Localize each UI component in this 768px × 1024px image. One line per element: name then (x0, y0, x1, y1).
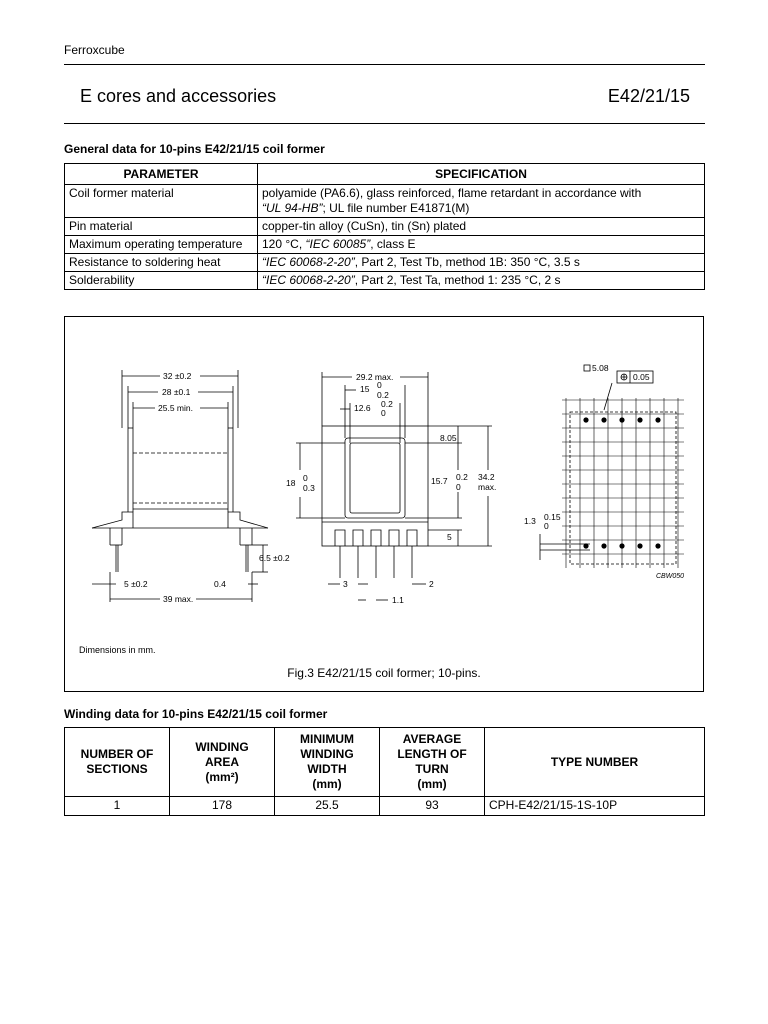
front-view (296, 372, 492, 600)
spec-text: , Part 2, Test Tb, method 1B: 350 °C, 3.5 s (354, 255, 580, 269)
param-cell: Resistance to soldering heat (65, 254, 258, 272)
col-width: MINIMUM WINDING WIDTH (mm) (275, 728, 380, 797)
type-number-cell: CPH-E42/21/15-1S-10P (485, 797, 705, 816)
pcb-grid (562, 398, 684, 568)
turn-cell: 93 (380, 797, 485, 816)
col-type-number: TYPE NUMBER (485, 728, 705, 797)
param-cell: Maximum operating temperature (65, 236, 258, 254)
spec-text: 120 °C, (262, 237, 306, 251)
pin-hole (655, 543, 660, 548)
dim-tol-0-2: 0.2 (381, 399, 393, 409)
dim-5-08: 5.08 (592, 363, 609, 373)
dim-32: 32 ±0.2 (163, 371, 192, 381)
dim-15-7: 15.7 (431, 476, 448, 486)
dim-25-5: 25.5 min. (158, 403, 193, 413)
dim-28: 28 ±0.1 (162, 387, 191, 397)
spec-text: , Part 2, Test Ta, method 1: 235 °C, 2 s (354, 273, 561, 287)
spec-italic: “UL 94-HB” (262, 201, 323, 215)
document-title: E cores and accessories (80, 86, 277, 106)
dim-2: 2 (429, 579, 434, 589)
dim-3: 3 (343, 579, 348, 589)
pin-hole (655, 417, 660, 422)
dim-tol-0-2: 0.2 (377, 390, 389, 400)
figure-caption: Fig.3 E42/21/15 coil former; 10-pins. (287, 666, 481, 680)
dim-8-05: 8.05 (440, 433, 457, 443)
dim-12-6: 12.6 (354, 403, 371, 413)
dim-29-2: 29.2 max. (356, 372, 394, 382)
dim-max: max. (478, 482, 497, 492)
dim-tol-0: 0 (544, 521, 549, 531)
dim-5: 5 ±0.2 (124, 579, 148, 589)
document-code: E42/21/15 (607, 86, 690, 106)
spec-cell: copper-tin alloy (CuSn), tin (Sn) plated (258, 218, 705, 236)
winding-data-table (64, 727, 705, 816)
winding-data-title: Winding data for 10-pins E42/21/15 coil former (64, 707, 328, 721)
table-row (65, 797, 705, 816)
area-cell: 178 (170, 797, 275, 816)
spec-italic: “IEC 60068-2-20” (262, 273, 355, 287)
pin-hole (619, 543, 624, 548)
figure-code: CBW050 (656, 573, 685, 580)
spec-text: polyamide (PA6.6), glass reinforced, flame retardant in accordance with (262, 186, 642, 200)
dim-6-5: 6.5 ±0.2 (259, 553, 290, 563)
dim-tol-0: 0 (381, 408, 386, 418)
general-data-title: General data for 10-pins E42/21/15 coil former (64, 142, 325, 156)
pin-hole (619, 417, 624, 422)
dim-tol-0-2: 0.2 (456, 472, 468, 482)
width-cell: 25.5 (275, 797, 380, 816)
spec-italic: “IEC 60085” (305, 237, 371, 251)
param-cell: Pin material (65, 218, 258, 236)
param-cell: Solderability (65, 272, 258, 290)
col-area: WINDING AREA (mm²) (170, 728, 275, 797)
dim-tol-0-3: 0.3 (303, 483, 315, 493)
dim-34-2: 34.2 (478, 472, 495, 482)
pin-hole (601, 543, 606, 548)
pin-hole (637, 543, 642, 548)
pcb-pattern (570, 412, 676, 564)
dim-15: 15 (360, 384, 370, 394)
dim-0-4: 0.4 (214, 579, 226, 589)
sections-cell: 1 (65, 797, 170, 816)
col-turn: AVERAGE LENGTH OF TURN (mm) (380, 728, 485, 797)
dim-1-3: 1.3 (524, 516, 536, 526)
pin-hole (601, 417, 606, 422)
col-parameter: PARAMETER (65, 164, 258, 185)
dim-tol-0: 0 (377, 380, 382, 390)
spec-text: , class E (370, 237, 416, 251)
pin-hole (637, 417, 642, 422)
spec-italic: “IEC 60068-2-20” (262, 255, 355, 269)
dim-1-1: 1.1 (392, 595, 404, 605)
dim-tol-0: 0 (456, 482, 461, 492)
company-name: Ferroxcube (64, 43, 125, 57)
col-specification: SPECIFICATION (258, 164, 705, 185)
col-sections: NUMBER OF SECTIONS (65, 728, 170, 797)
dim-0-15: 0.15 (544, 512, 561, 522)
dimensions-note: Dimensions in mm. (79, 645, 156, 655)
dim-18: 18 (286, 478, 296, 488)
pin-hole (583, 417, 588, 422)
table-header-row (65, 728, 705, 797)
dim-tol-0: 0 (303, 473, 308, 483)
dim-39: 39 max. (163, 594, 194, 604)
param-cell: Coil former material (65, 185, 258, 218)
spec-text: ; UL file number E41871(M) (322, 201, 470, 215)
dim-0-05: 0.05 (633, 372, 650, 382)
dim-5-pin: 5 (447, 532, 452, 542)
